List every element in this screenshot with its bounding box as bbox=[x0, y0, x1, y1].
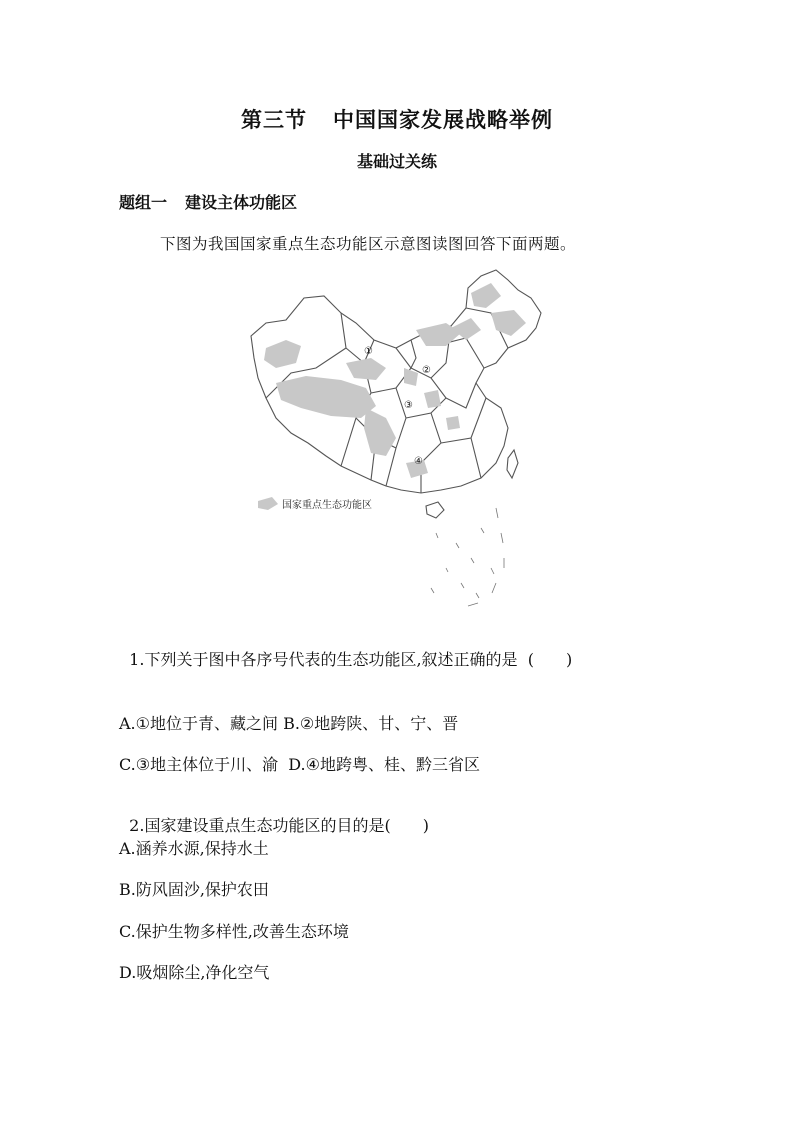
group-number: 题组一 bbox=[119, 193, 168, 212]
question-1-options-row-1: A.①地位于青、藏之间 B.②地跨陕、甘、宁、晋 bbox=[119, 714, 459, 733]
legend-swatch bbox=[258, 497, 278, 510]
question-2-option-b: B.防风固沙,保护农田 bbox=[119, 880, 269, 899]
page-subtitle: 基础过关练 bbox=[356, 152, 437, 171]
china-ecological-zones-map bbox=[246, 268, 546, 610]
answer-blank: ( ) bbox=[384, 816, 429, 835]
marker-2: ② bbox=[422, 365, 431, 376]
ecological-zone bbox=[446, 416, 460, 430]
ecological-zone bbox=[346, 358, 386, 380]
ecological-zone bbox=[491, 310, 526, 336]
question-2-option-c: C.保护生物多样性,改善生态环境 bbox=[119, 922, 349, 941]
south-china-sea-dashes bbox=[468, 508, 504, 606]
question-1-options-row-2: C.③地主体位于川、渝 D.④地跨粤、桂、黔三省区 bbox=[119, 755, 480, 774]
hainan-island bbox=[426, 502, 444, 518]
question-group-heading bbox=[119, 190, 297, 213]
section-number: 第三节 bbox=[241, 107, 307, 132]
ecological-zone bbox=[276, 376, 376, 418]
map-legend-label: 国家重点生态功能区 bbox=[282, 500, 372, 511]
question-2-option-a: A.涵养水源,保持水土 bbox=[119, 839, 269, 858]
question-2-option-d: D.吸烟除尘,净化空气 bbox=[119, 963, 270, 982]
answer-blank: ( ) bbox=[527, 650, 573, 669]
taiwan-island bbox=[507, 450, 518, 478]
south-china-sea-islands bbox=[431, 528, 494, 598]
question-1 bbox=[119, 628, 572, 670]
province-boundary bbox=[421, 413, 441, 493]
page-title bbox=[0, 104, 794, 134]
ecological-zone bbox=[364, 408, 396, 456]
marker-4: ④ bbox=[414, 456, 423, 467]
group-topic: 建设主体功能区 bbox=[185, 193, 298, 212]
ecological-zone bbox=[471, 283, 501, 308]
question-2 bbox=[119, 794, 429, 836]
question-intro: 下图为我国国家重点生态功能区示意图读图回答下面两题。 bbox=[160, 235, 577, 253]
ecological-zone bbox=[264, 340, 301, 368]
marker-1: ① bbox=[364, 346, 373, 357]
province-boundary bbox=[446, 383, 476, 408]
question-1-stem: 1.下列关于图中各序号代表的生态功能区,叙述正确的是 bbox=[129, 650, 518, 669]
ecological-zone bbox=[424, 390, 441, 408]
province-boundary bbox=[471, 438, 481, 478]
section-title: 中国国家发展战略举例 bbox=[333, 107, 553, 132]
province-boundary bbox=[411, 340, 416, 368]
question-2-stem: 2.国家建设重点生态功能区的目的是 bbox=[129, 816, 385, 835]
marker-3: ③ bbox=[404, 400, 413, 411]
